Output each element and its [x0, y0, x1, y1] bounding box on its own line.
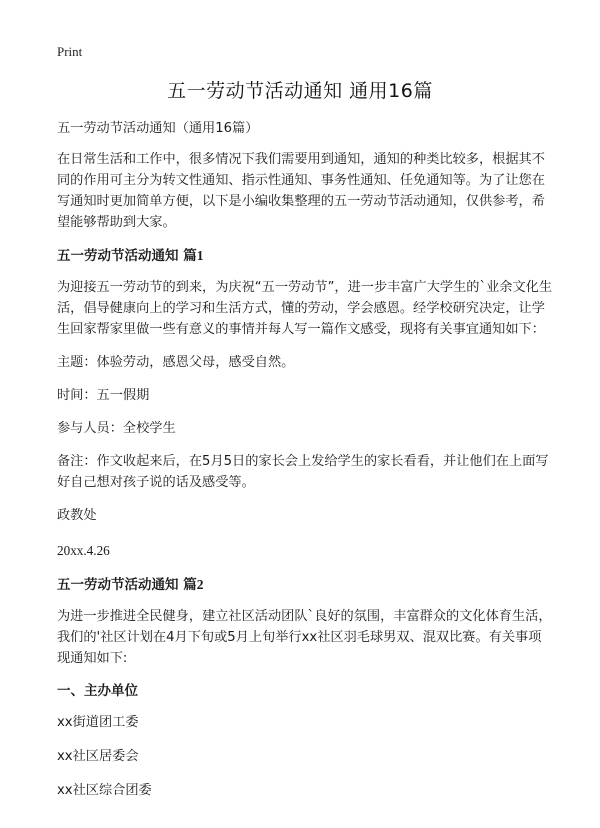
section-1-note: 备注：作文收起来后，在5月5日的家长会上发给学生的家长看看，并让他们在上面写好自己想对孩子说的话及感受等。	[57, 454, 549, 490]
article-body	[57, 118, 554, 814]
section-1-heading-number: 1	[196, 248, 204, 263]
section-2-heading-text: 五一劳动节活动通知 篇	[57, 577, 197, 593]
section-2-heading	[57, 575, 554, 595]
section-1-body: 为迎接五一劳动节的到来，为庆祝“五一劳动节”，进一步丰富广大学生的`业余文化生活，倡导健康向上的学习和生活方式，懂的劳动，学会感恩。经学校研究决定，让学生回家帮家里做一些有意义的事情并每人写一篇作文感受，现将有关事宜通知如下：	[57, 280, 553, 337]
section-2-heading-number: 2	[196, 577, 204, 592]
organizer-item: xx社区综合团委	[57, 783, 152, 798]
article-subtitle: 五一劳动节活动通知（通用16篇）	[57, 121, 259, 136]
page-title: 五一劳动节活动通知 通用16篇	[167, 80, 433, 102]
section-1-signature: 政教处	[57, 508, 97, 523]
section-1-heading-text: 五一劳动节活动通知 篇	[57, 248, 197, 264]
section-2-subheading: 一、主办单位	[57, 683, 138, 699]
section-1-participants: 参与人员：全校学生	[57, 421, 176, 436]
organizer-item: xx社区居委会	[57, 749, 139, 764]
intro-paragraph: 在日常生活和工作中，很多情况下我们需要用到通知，通知的种类比较多，根据其不同的作用可主分为转文性通知、指示性通知、事务性通知、任免通知等。为了让您在写通知时更加简单方便，以下是小编收集整理的五一劳动节活动通知，仅供参考，希望能够帮助到大家。	[57, 152, 545, 230]
section-1-time: 时间：五一假期	[57, 388, 150, 403]
organizer-item: xx街道团工委	[57, 715, 139, 730]
print-link[interactable]: Print	[57, 44, 83, 59]
section-2-body: 为进一步推进全民健身，建立社区活动团队`良好的氛围，丰富群众的文化体育生活，我们的'社区计划在4月下旬或5月上旬举行xx社区羽毛球男双、混双比赛。有关事项现通知如下:	[57, 609, 552, 666]
section-1-heading	[57, 246, 554, 266]
section-1-theme: 主题：体验劳动，感恩父母，感受自然。	[57, 355, 295, 370]
section-1-date: 20xx.4.26	[57, 543, 110, 558]
